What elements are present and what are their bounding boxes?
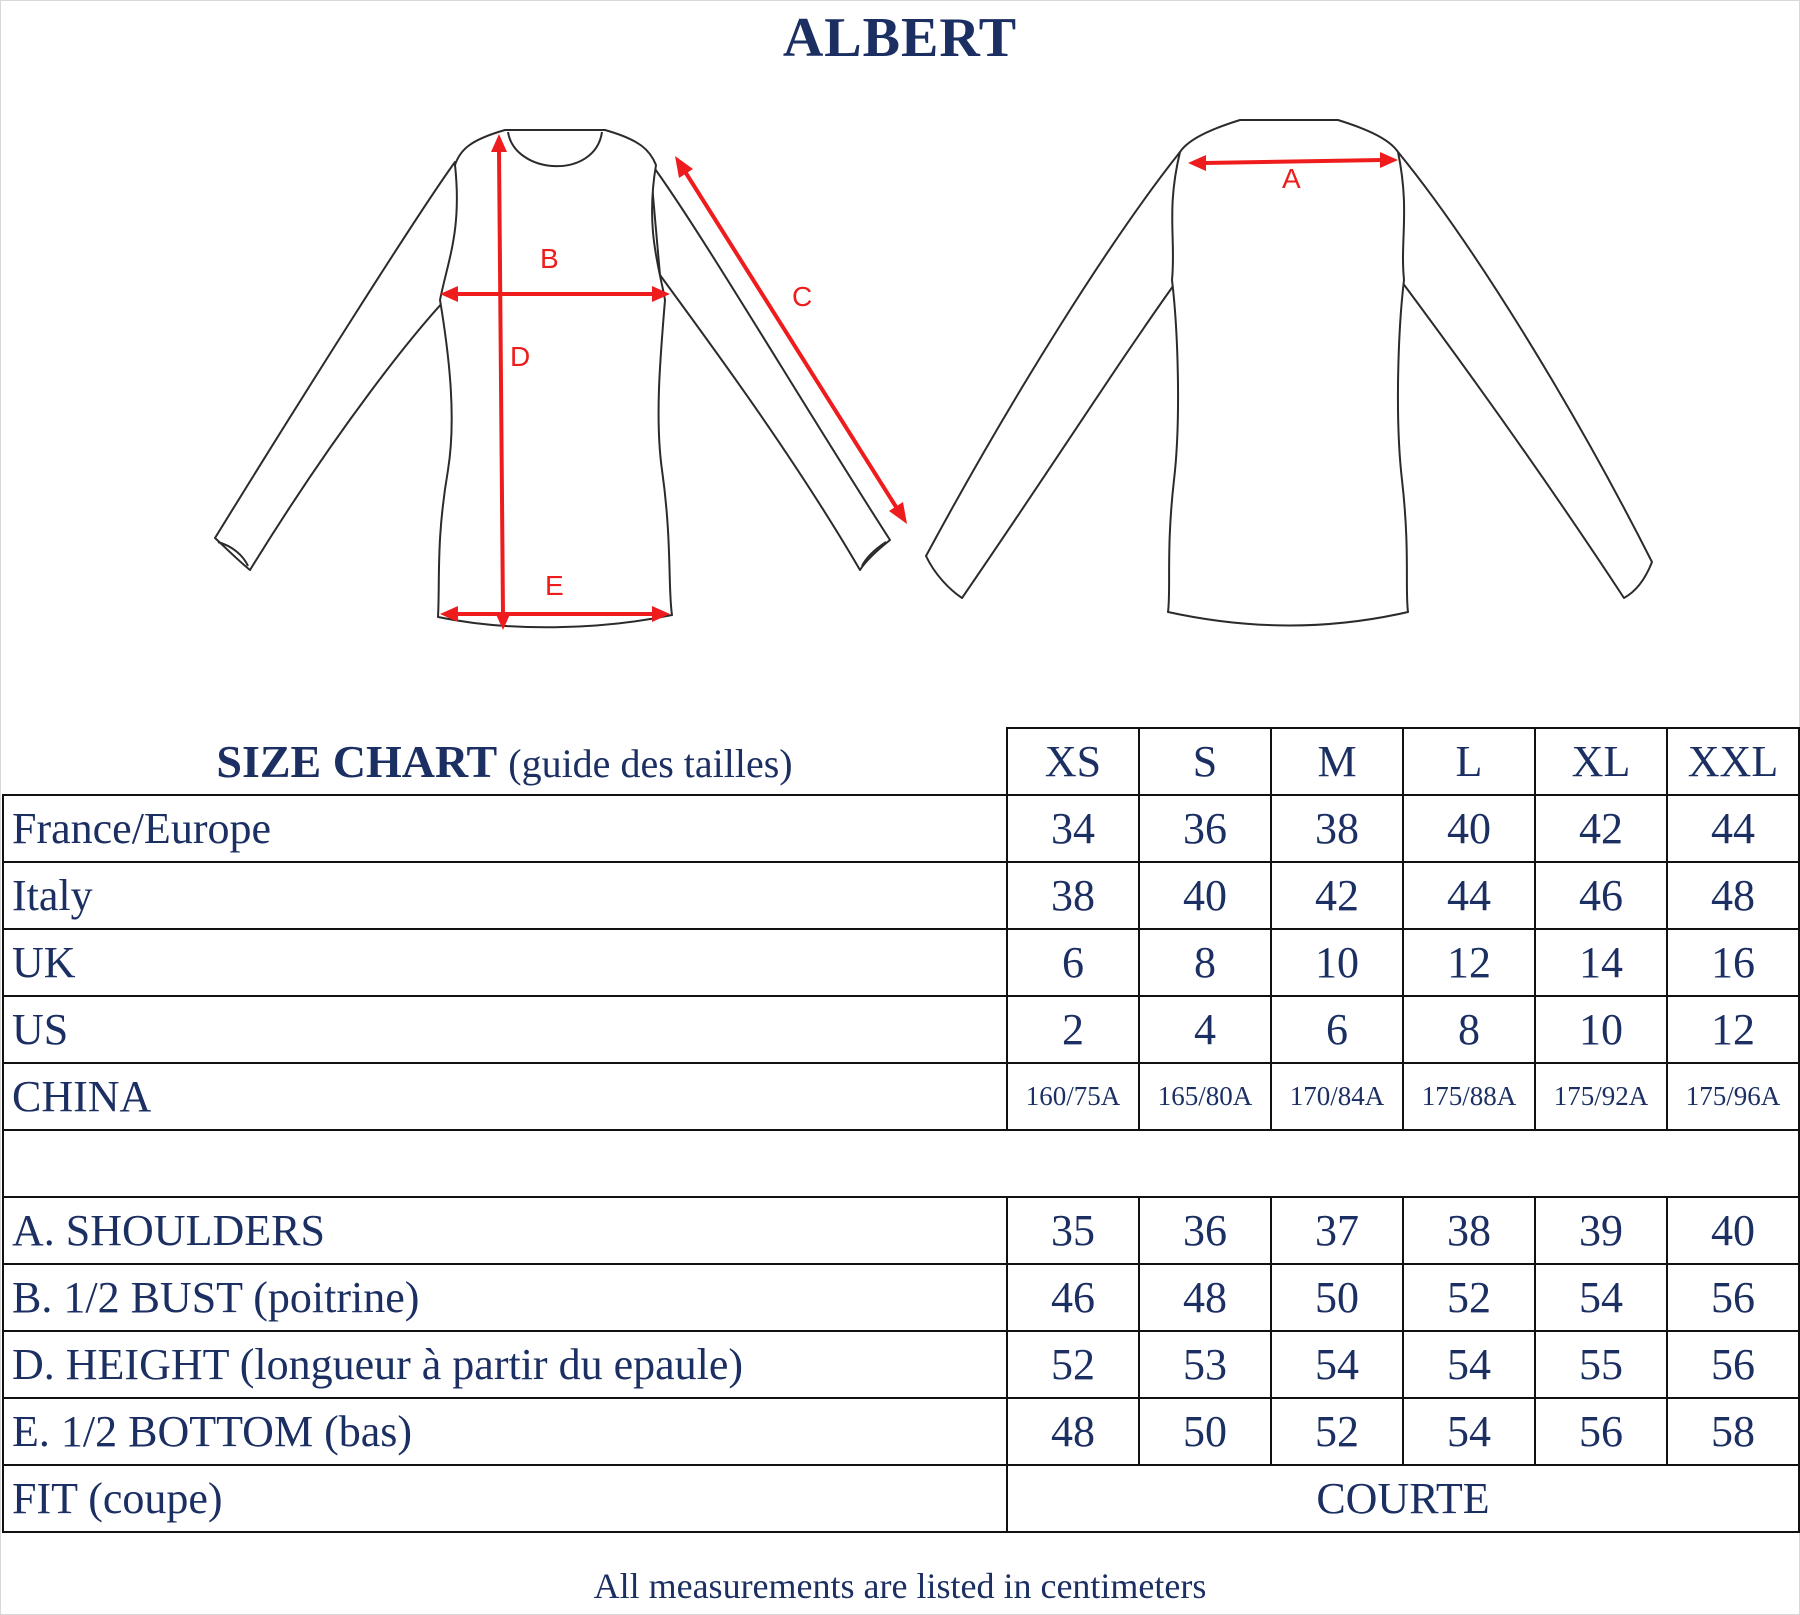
value-cell: 40 [1139,862,1271,929]
value-cell: 38 [1007,862,1139,929]
value-cell: 40 [1403,795,1535,862]
back-body [1168,120,1408,626]
value-cell: 10 [1271,929,1403,996]
value-cell: 175/88A [1403,1063,1535,1130]
value-cell: 40 [1667,1197,1799,1264]
value-cell: 50 [1139,1398,1271,1465]
fit-label: FIT (coupe) [3,1465,1007,1532]
value-cell: 56 [1535,1398,1667,1465]
conversion-row [3,929,1799,996]
value-cell: 6 [1007,929,1139,996]
size-chart-heading-sub: (guide des tailles) [508,740,793,786]
measurement-row [3,1331,1799,1398]
value-cell: 37 [1271,1197,1403,1264]
fit-value: COURTE [1007,1465,1799,1532]
value-cell: 16 [1667,929,1799,996]
value-cell: 34 [1007,795,1139,862]
conversion-row [3,795,1799,862]
value-cell: 14 [1535,929,1667,996]
footnote: All measurements are listed in centimeters [593,1566,1207,1606]
size-header-cell: S [1139,728,1271,795]
value-cell: 8 [1139,929,1271,996]
row-label: D. HEIGHT (longueur à partir du epaule) [3,1331,1007,1398]
value-cell: 54 [1535,1264,1667,1331]
value-cell: 44 [1667,795,1799,862]
value-cell: 36 [1139,1197,1271,1264]
value-cell: 50 [1271,1264,1403,1331]
size-chart-heading-bold: SIZE CHART [216,735,498,787]
row-label: UK [3,929,1007,996]
value-cell: 55 [1535,1331,1667,1398]
garment-diagram [0,0,1800,720]
value-cell: 46 [1535,862,1667,929]
row-label: Italy [3,862,1007,929]
value-cell: 6 [1271,996,1403,1063]
value-cell: 36 [1139,795,1271,862]
front-left-sleeve [215,162,470,570]
measure-e-label: E [545,570,564,601]
conversion-row [3,862,1799,929]
value-cell: 160/75A [1007,1063,1139,1130]
value-cell: 42 [1271,862,1403,929]
value-cell: 54 [1403,1398,1535,1465]
size-chart-table [2,727,1800,1533]
row-label: CHINA [3,1063,1007,1130]
front-right-sleeve [650,162,890,570]
value-cell: 12 [1403,929,1535,996]
value-cell: 46 [1007,1264,1139,1331]
value-cell: 56 [1667,1264,1799,1331]
value-cell: 39 [1535,1197,1667,1264]
value-cell: 2 [1007,996,1139,1063]
size-chart-heading [3,728,1007,795]
garment-front [215,130,907,630]
value-cell: 8 [1403,996,1535,1063]
measure-c-label: C [792,281,813,312]
value-cell: 165/80A [1139,1063,1271,1130]
back-left-sleeve [926,152,1180,598]
measure-b-label: B [540,243,559,274]
value-cell: 10 [1535,996,1667,1063]
measure-d-label: D [510,341,531,372]
spacer-cell [3,1130,1799,1197]
measurement-row [3,1264,1799,1331]
value-cell: 12 [1667,996,1799,1063]
value-cell: 53 [1139,1331,1271,1398]
product-title: ALBERT [782,7,1018,69]
size-header-cell: XS [1007,728,1139,795]
value-cell: 58 [1667,1398,1799,1465]
value-cell: 35 [1007,1197,1139,1264]
value-cell: 175/92A [1535,1063,1667,1130]
value-cell: 48 [1007,1398,1139,1465]
measure-a-label: A [1282,163,1301,194]
fit-row [3,1465,1799,1532]
measurement-row [3,1197,1799,1264]
measurement-row [3,1398,1799,1465]
size-header-cell: XXL [1667,728,1799,795]
value-cell: 56 [1667,1331,1799,1398]
row-label: France/Europe [3,795,1007,862]
value-cell: 44 [1403,862,1535,929]
value-cell: 170/84A [1271,1063,1403,1130]
size-header-cell: XL [1535,728,1667,795]
value-cell: 42 [1535,795,1667,862]
size-header-row [3,728,1799,795]
front-body [438,130,672,627]
spacer-row [3,1130,1799,1197]
measure-c-arrow-bottom [889,502,907,524]
conversion-row [3,1063,1799,1130]
size-header-cell: M [1271,728,1403,795]
value-cell: 52 [1271,1398,1403,1465]
value-cell: 48 [1667,862,1799,929]
value-cell: 52 [1403,1264,1535,1331]
value-cell: 48 [1139,1264,1271,1331]
value-cell: 52 [1007,1331,1139,1398]
size-header-cell: L [1403,728,1535,795]
value-cell: 54 [1403,1331,1535,1398]
conversion-row [3,996,1799,1063]
back-right-sleeve [1398,152,1652,598]
row-label: US [3,996,1007,1063]
measure-c-arrow-top [675,156,693,178]
value-cell: 175/96A [1667,1063,1799,1130]
value-cell: 38 [1403,1197,1535,1264]
value-cell: 54 [1271,1331,1403,1398]
row-label: E. 1/2 BOTTOM (bas) [3,1398,1007,1465]
row-label: A. SHOULDERS [3,1197,1007,1264]
value-cell: 4 [1139,996,1271,1063]
value-cell: 38 [1271,795,1403,862]
row-label: B. 1/2 BUST (poitrine) [3,1264,1007,1331]
garment-back [926,120,1652,626]
